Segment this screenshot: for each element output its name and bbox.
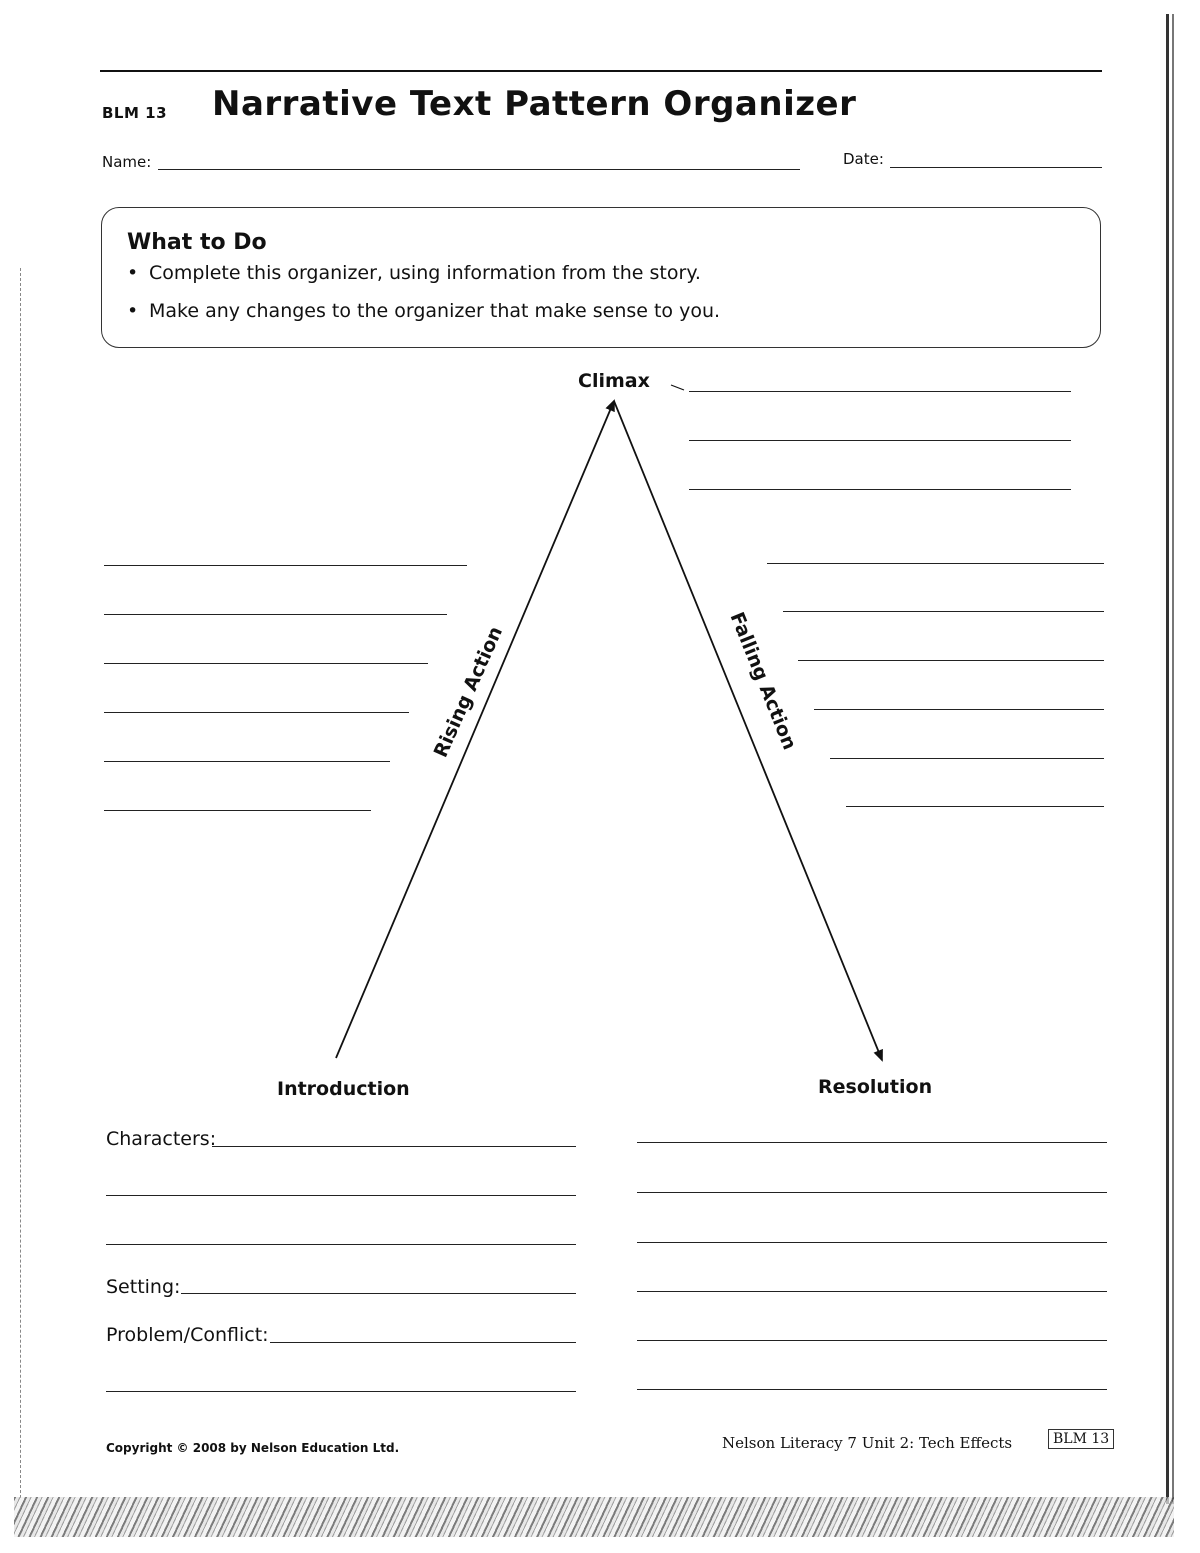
rising-action-label: Rising Action [429,623,508,761]
characters-line[interactable] [212,1146,576,1147]
bullet-icon: • [127,262,139,284]
page-title: Narrative Text Pattern Organizer [212,84,857,124]
climax-pointer [671,385,684,390]
rising-action-line[interactable] [104,565,467,566]
footer-blm-code: BLM 13 [1048,1429,1114,1449]
climax-label: Climax [578,370,650,392]
characters-line[interactable] [106,1195,576,1196]
resolution-line[interactable] [637,1242,1107,1243]
book-reference: Nelson Literacy 7 Unit 2: Tech Effects [722,1434,1013,1452]
name-label: Name: [102,153,152,171]
falling-action-line[interactable] [846,806,1104,807]
rising-action-arrow [336,401,614,1058]
climax-line[interactable] [689,391,1071,392]
instructions-heading: What to Do [127,230,267,255]
climax-line[interactable] [689,489,1071,490]
characters-label: Characters: [106,1128,217,1150]
characters-line[interactable] [106,1244,576,1245]
problem-conflict-line[interactable] [270,1342,576,1343]
falling-action-line[interactable] [830,758,1104,759]
falling-action-label: Falling Action [725,609,801,753]
problem-conflict-line[interactable] [106,1391,576,1392]
resolution-line[interactable] [637,1142,1107,1143]
rising-action-line[interactable] [104,712,409,713]
introduction-label: Introduction [277,1078,410,1100]
resolution-line[interactable] [637,1389,1107,1390]
resolution-label: Resolution [818,1076,933,1098]
date-label: Date: [843,150,884,168]
resolution-line[interactable] [637,1291,1107,1292]
falling-action-arrow [614,401,882,1060]
resolution-line[interactable] [637,1340,1107,1341]
rising-action-line[interactable] [104,761,390,762]
falling-action-line[interactable] [814,709,1104,710]
blm-code: BLM 13 [102,104,168,122]
falling-action-line[interactable] [783,611,1104,612]
instruction-text: Complete this organizer, using information from the story. [149,262,701,284]
rising-action-line[interactable] [104,663,428,664]
problem-conflict-label: Problem/Conflict: [106,1324,269,1346]
resolution-line[interactable] [637,1192,1107,1193]
climax-line[interactable] [689,440,1071,441]
copyright-text: Copyright © 2008 by Nelson Education Ltd. [106,1441,400,1455]
bullet-icon: • [127,300,139,322]
setting-line[interactable] [181,1293,576,1294]
falling-action-line[interactable] [798,660,1104,661]
rising-action-line[interactable] [104,810,371,811]
instruction-text: Make any changes to the organizer that make sense to you. [149,300,721,322]
setting-label: Setting: [106,1276,181,1298]
falling-action-line[interactable] [767,563,1104,564]
rising-action-line[interactable] [104,614,447,615]
